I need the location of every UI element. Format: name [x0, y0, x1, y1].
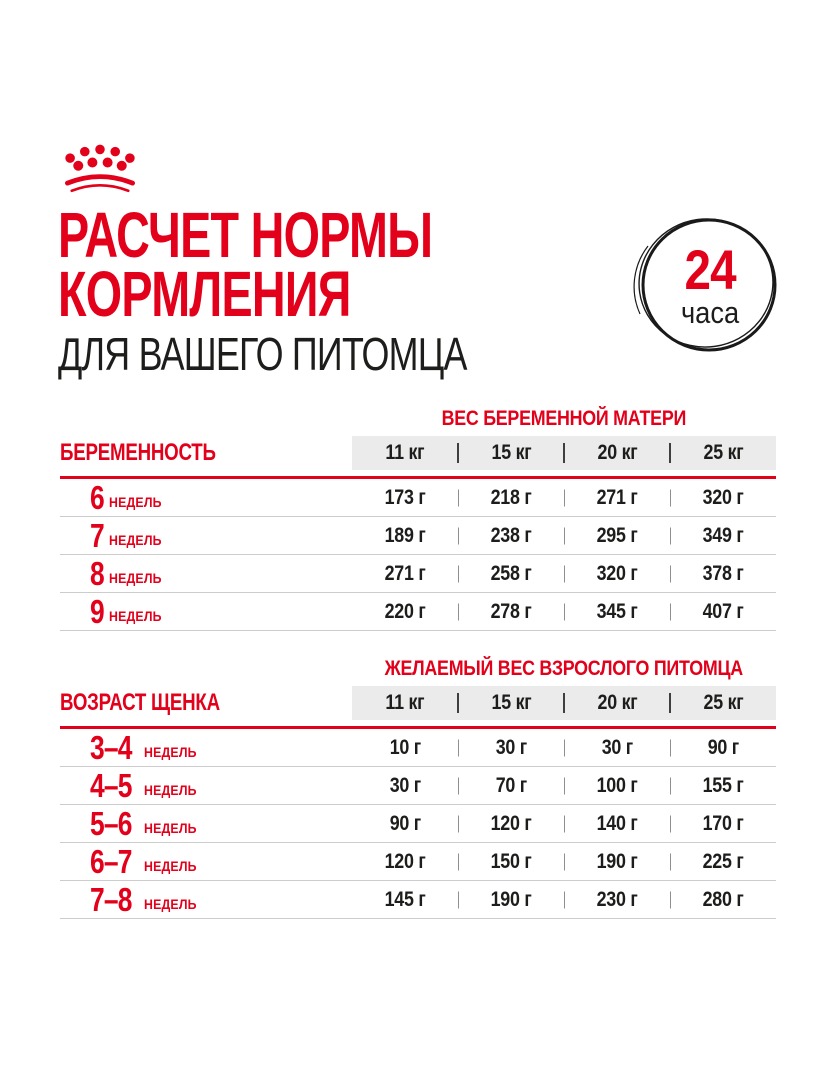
- table-cell: [670, 729, 776, 766]
- row-label-weeks: 6: [90, 478, 104, 516]
- table-row: [60, 767, 776, 805]
- table-cell: [670, 805, 776, 842]
- table-cell: [458, 517, 564, 554]
- table-cell: [458, 479, 564, 516]
- table-puppy-age: [60, 654, 776, 919]
- cell-value: 230 г: [596, 887, 638, 911]
- row-label-unit: НЕДЕЛЬ: [144, 857, 197, 874]
- row-values: [352, 843, 776, 880]
- cell-value: 320 г: [596, 561, 638, 585]
- page-title: [58, 199, 571, 330]
- column-header-text: 11 кг: [385, 441, 425, 464]
- column-header-text: 20 кг: [597, 691, 637, 714]
- cell-value: 258 г: [490, 561, 532, 585]
- row-label-unit: НЕДЕЛЬ: [144, 895, 197, 912]
- column-header-text: 25 кг: [703, 441, 743, 464]
- cell-value: 100 г: [596, 773, 638, 797]
- cell-value: 30 г: [495, 735, 527, 759]
- column-header: [458, 436, 564, 470]
- column-header: [564, 686, 670, 720]
- row-label: [60, 805, 352, 842]
- side-label-text: ВОЗРАСТ ЩЕНКА: [60, 689, 220, 716]
- row-label-unit: НЕДЕЛЬ: [144, 819, 197, 836]
- row-values: [352, 555, 776, 592]
- cell-value: 280 г: [702, 887, 744, 911]
- royal-canin-crown-icon: [64, 144, 136, 194]
- cell-value: 145 г: [384, 887, 426, 911]
- cell-value: 271 г: [596, 485, 638, 509]
- table-pregnancy-side-label: [60, 436, 352, 470]
- row-label-weeks: 7: [90, 516, 104, 554]
- table-cell: [564, 593, 670, 630]
- table-cell: [564, 517, 670, 554]
- table-puppy-age-side-label: [60, 686, 352, 720]
- table-cell: [352, 843, 458, 880]
- table-cell: [352, 767, 458, 804]
- cell-value: 378 г: [702, 561, 744, 585]
- cell-value: 189 г: [384, 523, 426, 547]
- table-cell: [352, 729, 458, 766]
- table-cell: [352, 593, 458, 630]
- row-label-weeks: 8: [90, 554, 104, 592]
- row-values: [352, 517, 776, 554]
- table-puppy-age-header: [60, 686, 776, 720]
- cell-value: 278 г: [490, 599, 532, 623]
- table-cell: [564, 805, 670, 842]
- cell-value: 30 г: [601, 735, 633, 759]
- table-cell: [670, 767, 776, 804]
- cell-value: 190 г: [490, 887, 532, 911]
- cell-value: 120 г: [384, 849, 426, 873]
- table-cell: [564, 555, 670, 592]
- cell-value: 320 г: [702, 485, 744, 509]
- page-title-line2: КОРМЛЕНИЯ: [58, 258, 351, 330]
- cell-value: 150 г: [490, 849, 532, 873]
- table-row: [60, 555, 776, 593]
- table-cell: [670, 843, 776, 880]
- cell-value: 220 г: [384, 599, 426, 623]
- cell-value: 349 г: [702, 523, 744, 547]
- table-cell: [564, 767, 670, 804]
- table-cell: [564, 729, 670, 766]
- column-header: [352, 686, 458, 720]
- table-cell: [458, 805, 564, 842]
- row-values: [352, 881, 776, 918]
- row-label: [60, 593, 352, 630]
- column-header: [458, 686, 564, 720]
- table-cell: [670, 593, 776, 630]
- row-label-unit: НЕДЕЛЬ: [144, 743, 197, 760]
- row-values: [352, 479, 776, 516]
- badge-24-hours: [632, 210, 788, 362]
- row-label-weeks: 9: [90, 592, 104, 630]
- row-label: [60, 767, 352, 804]
- column-header-text: 25 кг: [703, 691, 743, 714]
- page-subtitle: [58, 330, 582, 378]
- table-cell: [670, 517, 776, 554]
- table-puppy-age-title-text: ЖЕЛАЕМЫЙ ВЕС ВЗРОСЛОГО ПИТОМЦА: [384, 657, 744, 680]
- page-title-line1: РАСЧЕТ НОРМЫ: [58, 199, 433, 271]
- column-header-text: 15 кг: [491, 441, 531, 464]
- table-cell: [458, 767, 564, 804]
- row-label: [60, 729, 352, 766]
- badge-number: 24: [684, 238, 736, 301]
- table-cell: [458, 843, 564, 880]
- column-header-bar: [352, 436, 776, 470]
- table-cell: [458, 555, 564, 592]
- cell-value: 155 г: [702, 773, 744, 797]
- cell-value: 238 г: [490, 523, 532, 547]
- page-subtitle-text: ДЛЯ ВАШЕГО ПИТОМЦА: [58, 328, 467, 380]
- row-label-unit: НЕДЕЛЬ: [144, 781, 197, 798]
- table-cell: [352, 555, 458, 592]
- table-row: [60, 843, 776, 881]
- cell-value: 271 г: [384, 561, 426, 585]
- cell-value: 30 г: [389, 773, 421, 797]
- row-label-unit: НЕДЕЛЬ: [109, 493, 163, 510]
- row-label-unit: НЕДЕЛЬ: [109, 569, 163, 586]
- table-cell: [458, 881, 564, 918]
- cell-value: 90 г: [389, 811, 421, 835]
- column-header: [670, 686, 776, 720]
- table-row: [60, 479, 776, 517]
- row-values: [352, 593, 776, 630]
- cell-value: 190 г: [596, 849, 638, 873]
- cell-value: 120 г: [490, 811, 532, 835]
- row-label-weeks: 5–6: [90, 804, 132, 842]
- table-cell: [564, 881, 670, 918]
- cell-value: 140 г: [596, 811, 638, 835]
- table-cell: [458, 729, 564, 766]
- cell-value: 170 г: [702, 811, 744, 835]
- table-row: [60, 881, 776, 919]
- column-header-text: 11 кг: [385, 691, 425, 714]
- column-header-text: 15 кг: [491, 691, 531, 714]
- row-values: [352, 805, 776, 842]
- badge-unit: часа: [680, 295, 740, 330]
- table-cell: [352, 479, 458, 516]
- row-label: [60, 517, 352, 554]
- table-cell: [458, 593, 564, 630]
- row-label: [60, 881, 352, 918]
- row-values: [352, 767, 776, 804]
- cell-value: 218 г: [490, 485, 532, 509]
- table-pregnancy: [60, 404, 776, 631]
- column-header: [352, 436, 458, 470]
- column-header: [564, 436, 670, 470]
- table-row: [60, 517, 776, 555]
- table-row: [60, 729, 776, 767]
- cell-value: 295 г: [596, 523, 638, 547]
- cell-value: 10 г: [389, 735, 421, 759]
- table-pregnancy-title: [352, 404, 776, 436]
- table-puppy-age-title: [352, 654, 776, 686]
- table-cell: [352, 805, 458, 842]
- table-cell: [352, 517, 458, 554]
- cell-value: 345 г: [596, 599, 638, 623]
- row-label-weeks: 6–7: [90, 842, 132, 880]
- table-cell: [352, 881, 458, 918]
- row-values: [352, 729, 776, 766]
- table-pregnancy-title-text: ВЕС БЕРЕМЕННОЙ МАТЕРИ: [441, 407, 687, 430]
- table-row: [60, 593, 776, 631]
- table-cell: [670, 479, 776, 516]
- column-header: [670, 436, 776, 470]
- row-label-unit: НЕДЕЛЬ: [109, 607, 163, 624]
- row-label-weeks: 7–8: [90, 880, 132, 918]
- row-label: [60, 479, 352, 516]
- cell-value: 225 г: [702, 849, 744, 873]
- cell-value: 70 г: [495, 773, 527, 797]
- row-label-weeks: 4–5: [90, 766, 132, 804]
- row-label-weeks: 3–4: [90, 728, 132, 766]
- table-cell: [670, 555, 776, 592]
- side-label-text: БЕРЕМЕННОСТЬ: [60, 439, 216, 466]
- cell-value: 173 г: [384, 485, 426, 509]
- row-label: [60, 555, 352, 592]
- column-header-text: 20 кг: [597, 441, 637, 464]
- table-row: [60, 805, 776, 843]
- table-cell: [564, 479, 670, 516]
- column-header-bar: [352, 686, 776, 720]
- table-pregnancy-header: [60, 436, 776, 470]
- table-cell: [670, 881, 776, 918]
- row-label-unit: НЕДЕЛЬ: [109, 531, 163, 548]
- table-cell: [564, 843, 670, 880]
- row-label: [60, 843, 352, 880]
- cell-value: 90 г: [707, 735, 739, 759]
- cell-value: 407 г: [702, 599, 744, 623]
